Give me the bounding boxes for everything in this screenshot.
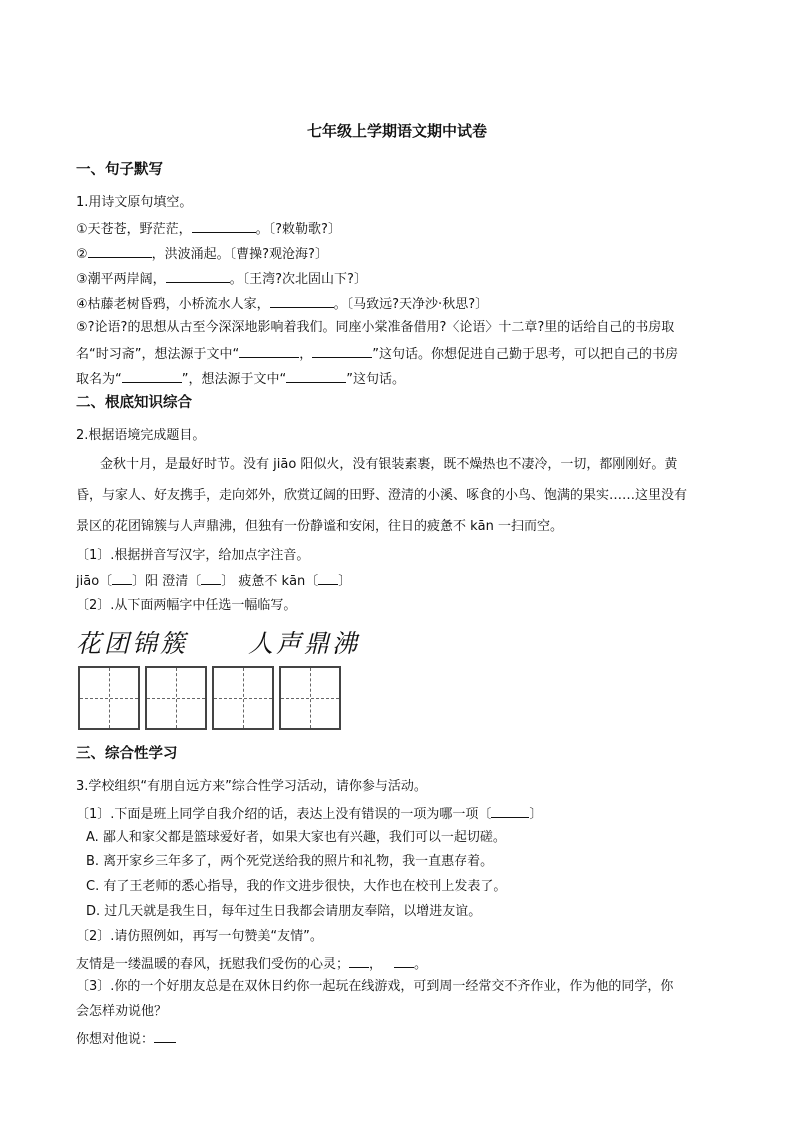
q3-sub3-line3 — [76, 1028, 176, 1050]
copy-grid-cell[interactable] — [279, 666, 341, 730]
answer-blank[interactable] — [394, 953, 414, 968]
q1-item5-comma: ， — [299, 347, 313, 362]
q1-item1-suffix: 。〔?敕勒歌?〕 — [255, 222, 341, 237]
q1-item1-prefix: ①天苍苍，野茫茫， — [76, 222, 192, 237]
answer-blank[interactable] — [491, 803, 529, 818]
q1-item5-line2 — [76, 343, 678, 365]
q1-item4 — [76, 293, 488, 315]
q1-item3-prefix: ③潮平两岸阔， — [76, 272, 166, 287]
q3-example-text: 。 — [414, 957, 428, 972]
pinyin-text: 〕 — [338, 574, 352, 589]
q3-sub1-text: 〔1〕.下面是班上同学自我介绍的话，表达上没有错误的一项为哪一项〔 — [76, 807, 492, 822]
page-title: 七年级上学期语文期中试卷 — [306, 122, 487, 140]
calligraphy-sample-1: 花团锦簇 — [76, 629, 189, 658]
section1-heading: 一、句子默写 — [76, 162, 163, 178]
q2-paragraph-line1: 金秋十月，是最好时节。没有 jiāo 阳似火，没有银装素裹，既不燥热也不凄冷，一切，都刚刚好。黄 — [100, 457, 678, 472]
pinyin-text: 〕阳 澄清〔 — [132, 574, 202, 589]
q2-paragraph-line2: 昏，与家人、好友携手，走向郊外，欣赏辽阔的田野、澄清的小溪、啄食的小鸟、饱满的果实……这里没有 — [76, 488, 688, 503]
option-c: C. 有了王老师的悉心指导，我的作文进步很快，大作也在校刊上发表了。 — [86, 879, 507, 894]
q1-item2-prefix: ② — [76, 247, 88, 262]
q3-sub3-prompt: 你想对他说： — [76, 1032, 155, 1047]
copy-grid-cell[interactable] — [145, 666, 207, 730]
q2-stem: 2.根据语境完成题目。 — [76, 428, 206, 443]
answer-blank[interactable] — [318, 570, 338, 585]
answer-blank[interactable] — [270, 293, 334, 308]
calligraphy-sample-2: 人声鼎沸 — [248, 629, 361, 658]
copy-grid-cell[interactable] — [212, 666, 274, 730]
answer-blank[interactable] — [349, 953, 369, 968]
q3-example-text: 友情是一缕温暖的春风，抚慰我们受伤的心灵； — [76, 957, 350, 972]
option-a: A. 鄙人和家父都是篮球爱好者，如果大家也有兴趣，我们可以一起切磋。 — [86, 830, 506, 845]
q2-sub2: 〔2〕.从下面两幅字中任选一幅临写。 — [76, 598, 297, 613]
answer-blank[interactable] — [312, 343, 372, 358]
q3-sub1-text: 〕 — [529, 807, 543, 822]
q1-item5-text: 名“时习斋”，想法源于文中“ — [76, 347, 240, 362]
section3-heading: 三、综合性学习 — [76, 746, 178, 762]
option-b: B. 离开家乡三年多了，两个死党送给我的照片和礼物，我一直惠存着。 — [86, 854, 494, 869]
q1-item3 — [76, 268, 367, 290]
pinyin-text: 〕 疲惫不 kān〔 — [221, 574, 319, 589]
q1-item5-text: ”这句话。 — [346, 372, 405, 387]
q1-item2-suffix: ，洪波涌起。〔曹操?观沧海?〕 — [151, 247, 328, 262]
q1-item4-suffix: 。〔马致远?天净沙·秋思?〕 — [333, 297, 489, 312]
answer-blank[interactable] — [88, 243, 152, 258]
section2-heading: 二、根底知识综合 — [76, 395, 192, 411]
answer-blank[interactable] — [166, 268, 230, 283]
answer-blank[interactable] — [154, 1028, 176, 1043]
q3-sub3-line2: 会怎样劝说他？ — [76, 1004, 168, 1019]
answer-blank[interactable] — [286, 368, 346, 383]
answer-blank[interactable] — [112, 570, 132, 585]
q3-sub1 — [76, 803, 542, 825]
q3-example-text: ， — [369, 957, 383, 972]
q1-item4-prefix: ④枯藤老树昏鸦，小桥流水人家， — [76, 297, 270, 312]
option-d: D. 过几天就是我生日，每年过生日我都会请朋友奉陪，以增进友谊。 — [86, 904, 482, 919]
q2-paragraph-line3: 景区的花团锦簇与人声鼎沸，但独有一份静谧和安闲，往日的疲惫不 kān 一扫而空。 — [76, 519, 563, 534]
q3-sub2-example — [76, 953, 427, 975]
q1-item3-suffix: 。〔王湾?次北固山下?〕 — [229, 272, 367, 287]
answer-blank[interactable] — [122, 368, 182, 383]
copy-grid-cell[interactable] — [78, 666, 140, 730]
q1-item5-text: 取名为“ — [76, 372, 122, 387]
q3-sub2: 〔2〕.请仿照例如，再写一句赞美“友情”。 — [76, 929, 323, 944]
q1-item2 — [76, 243, 328, 265]
q1-item1 — [76, 218, 341, 240]
copy-grid — [78, 666, 341, 730]
pinyin-text: jiāo〔 — [76, 574, 113, 589]
q1-item5-line3 — [76, 368, 405, 390]
q1-stem: 1.用诗文原句填空。 — [76, 195, 193, 210]
q2-sub1: 〔1〕.根据拼音写汉字，给加点字注音。 — [76, 548, 310, 563]
q3-sub3-line1: 〔3〕.你的一个好朋友总是在双休日约你一起玩在线游戏，可到周一经常交不齐作业，作为他的同学，你 — [76, 979, 674, 994]
q1-item5-text: ”，想法源于文中“ — [181, 372, 287, 387]
q1-item5-text: ”这句话。你想促进自己勤于思考，可以把自己的书房 — [372, 347, 678, 362]
q2-pinyin-row — [76, 570, 351, 592]
q3-stem: 3.学校组织“有朋自远方来”综合性学习活动，请你参与活动。 — [76, 779, 427, 794]
answer-blank[interactable] — [192, 218, 256, 233]
answer-blank[interactable] — [239, 343, 299, 358]
q1-item5-line1: ⑤?论语?的思想从古至今深深地影响着我们。同座小棠准备借用?〈论语〉十二章?里的话给自己的书房取 — [76, 320, 675, 335]
answer-blank[interactable] — [201, 570, 221, 585]
